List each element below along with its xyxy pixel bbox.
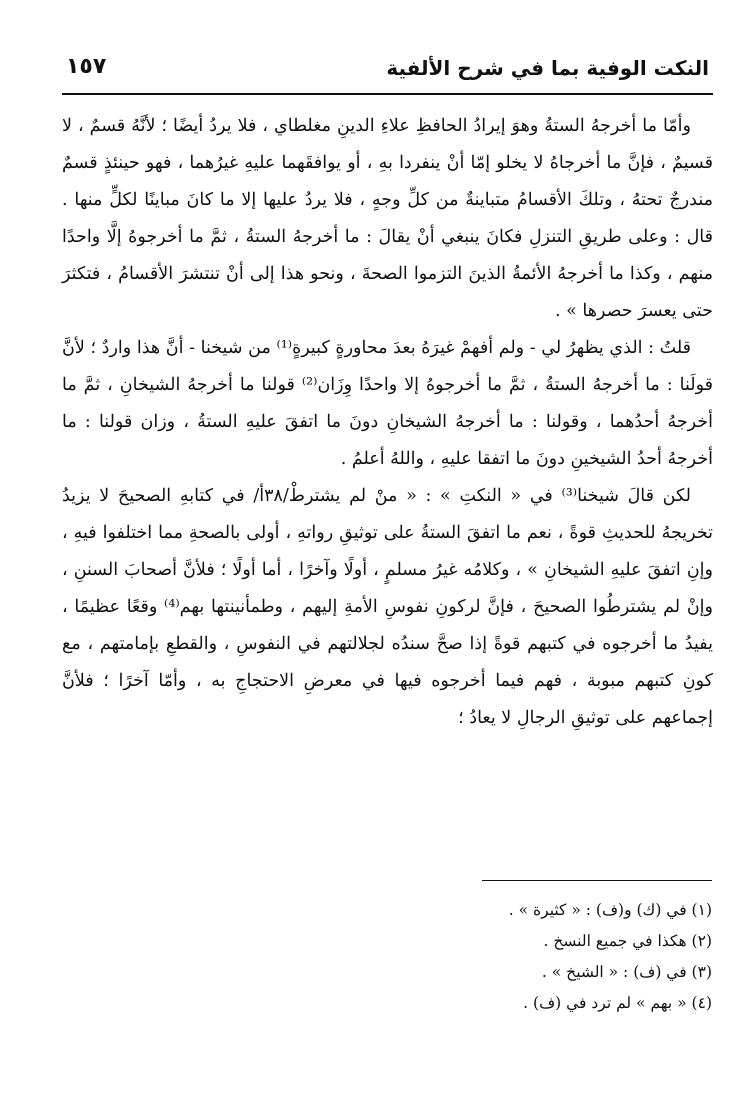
header-divider [62,93,713,95]
footnote-4: (٤) « بهم » لم ترد في (ف) . [523,994,712,1012]
footnote-3: (٣) في (ف) : « الشيخ » . [541,963,712,981]
paragraph-2: قلتُ : الذي يظهرُ لي - ولم أفهمْ غيرَهُ بعدَ محاورةٍ كبيرةٍ⁽¹⁾ من شيخنا - أنَّ هذا واردٌ ؛ لأنَّ قولَنا : ما أخرجهُ الستةُ ، ثمَّ ما أخرجوهُ إلا واحدًا وِزَان⁽²⁾ قولنا ما أخرجهُ الشيخانِ ، ثمَّ ما أخرجهُ أحدُهما ، وقولنا : ما أخرجهُ الشيخانِ دونَ ما اتفقَ عليهِ الستةُ ، وزان قولنا : ما أخرجهُ أحدُ الشيخينِ دونَ ما اتفقا عليهِ ، واللهُ أعلمُ . [62,338,713,469]
footnote-divider [482,880,712,881]
paragraph-1: وأمّا ما أخرجهُ الستةُ وهوَ إيرادُ الحافظِ علاءِ الدينِ مغلطاي ، فلا يردُ أيضًا ؛ لأنَّهُ قسمٌ ، لا قسيمٌ ، فإنَّ ما أخرجاهُ لا يخلو إمّا أنْ ينفردا بهِ ، أو يوافقَهما عليهِ غيرُهما ، فهو حينئذٍ قسمٌ مندرجٌ تحتهُ ، وتلكَ الأقسامُ متباينةٌ من كلِّ وجهٍ ، فلا يردُ عليها إلا ما كانَ مباينًا لكلٍّ منها . قال : وعلى طريقِ التنزلِ فكانَ ينبغي أنْ يقالَ : ما أخرجهُ الستةُ ، ثمَّ ما أخرجوهُ إلَّا واحدًا منهم ، وكذا ما أخرجهُ الأئمةُ الذينَ التزموا الصحةَ ، ونحو هذا إلى أنْ تنتشرَ الأقسامُ ، فتكثرَ حتى يعسرَ حصرها » . [62,116,713,321]
footnote-2: (٢) هكذا في جميع النسخ . [543,932,712,950]
main-text [62,108,713,737]
footnotes [62,895,712,1019]
paragraph-3: لكن قالَ شيخنا⁽³⁾ في « النكتِ » : « منْ لم يشترطْ/٣٨أ/ في كتابهِ الصحيحَ لا يزيدُ تخريجهُ للحديثِ قوةً ، نعم ما اتفقَ الستةُ على توثيقِ رواتهِ ، أولى بالصحةِ مما اختلفوا فيهِ ، وإنِ اتفقَ عليهِ الشيخانِ » ، وكلامُه غيرُ مسلمٍ ، أولًا وآخرًا ، أما أولًا ؛ فلأنَّ أصحابَ السننِ ، وإنْ لم يشترطُوا الصحيحَ ، فإنَّ لركونِ نفوسِ الأمةِ إليهم ، وطمأنينتها بهم⁽⁴⁾ وقعًا عظيمًا ، يفيدُ ما أخرجوه في كتبهم قوةً إذا صحَّ سندُه لجلالتهم في النفوسِ ، والقطعِ بإمامتهم ، مع كونِ كتبهم مبوبة ، فهم فيما أخرجوه فيها في معرضِ الاحتجاجِ به ، وأمّا آخرًا ؛ فلأنَّ إجماعهم على توثيقِ الرجالِ لا يعادُ ؛ [62,486,713,728]
footnote-1: (١) في (ك) و(ف) : « كثيرة » . [508,901,712,919]
running-title: النكت الوفية بما في شرح الألفية [386,56,709,80]
page-header [62,50,713,90]
page-number: ١٥٧ [66,54,107,79]
